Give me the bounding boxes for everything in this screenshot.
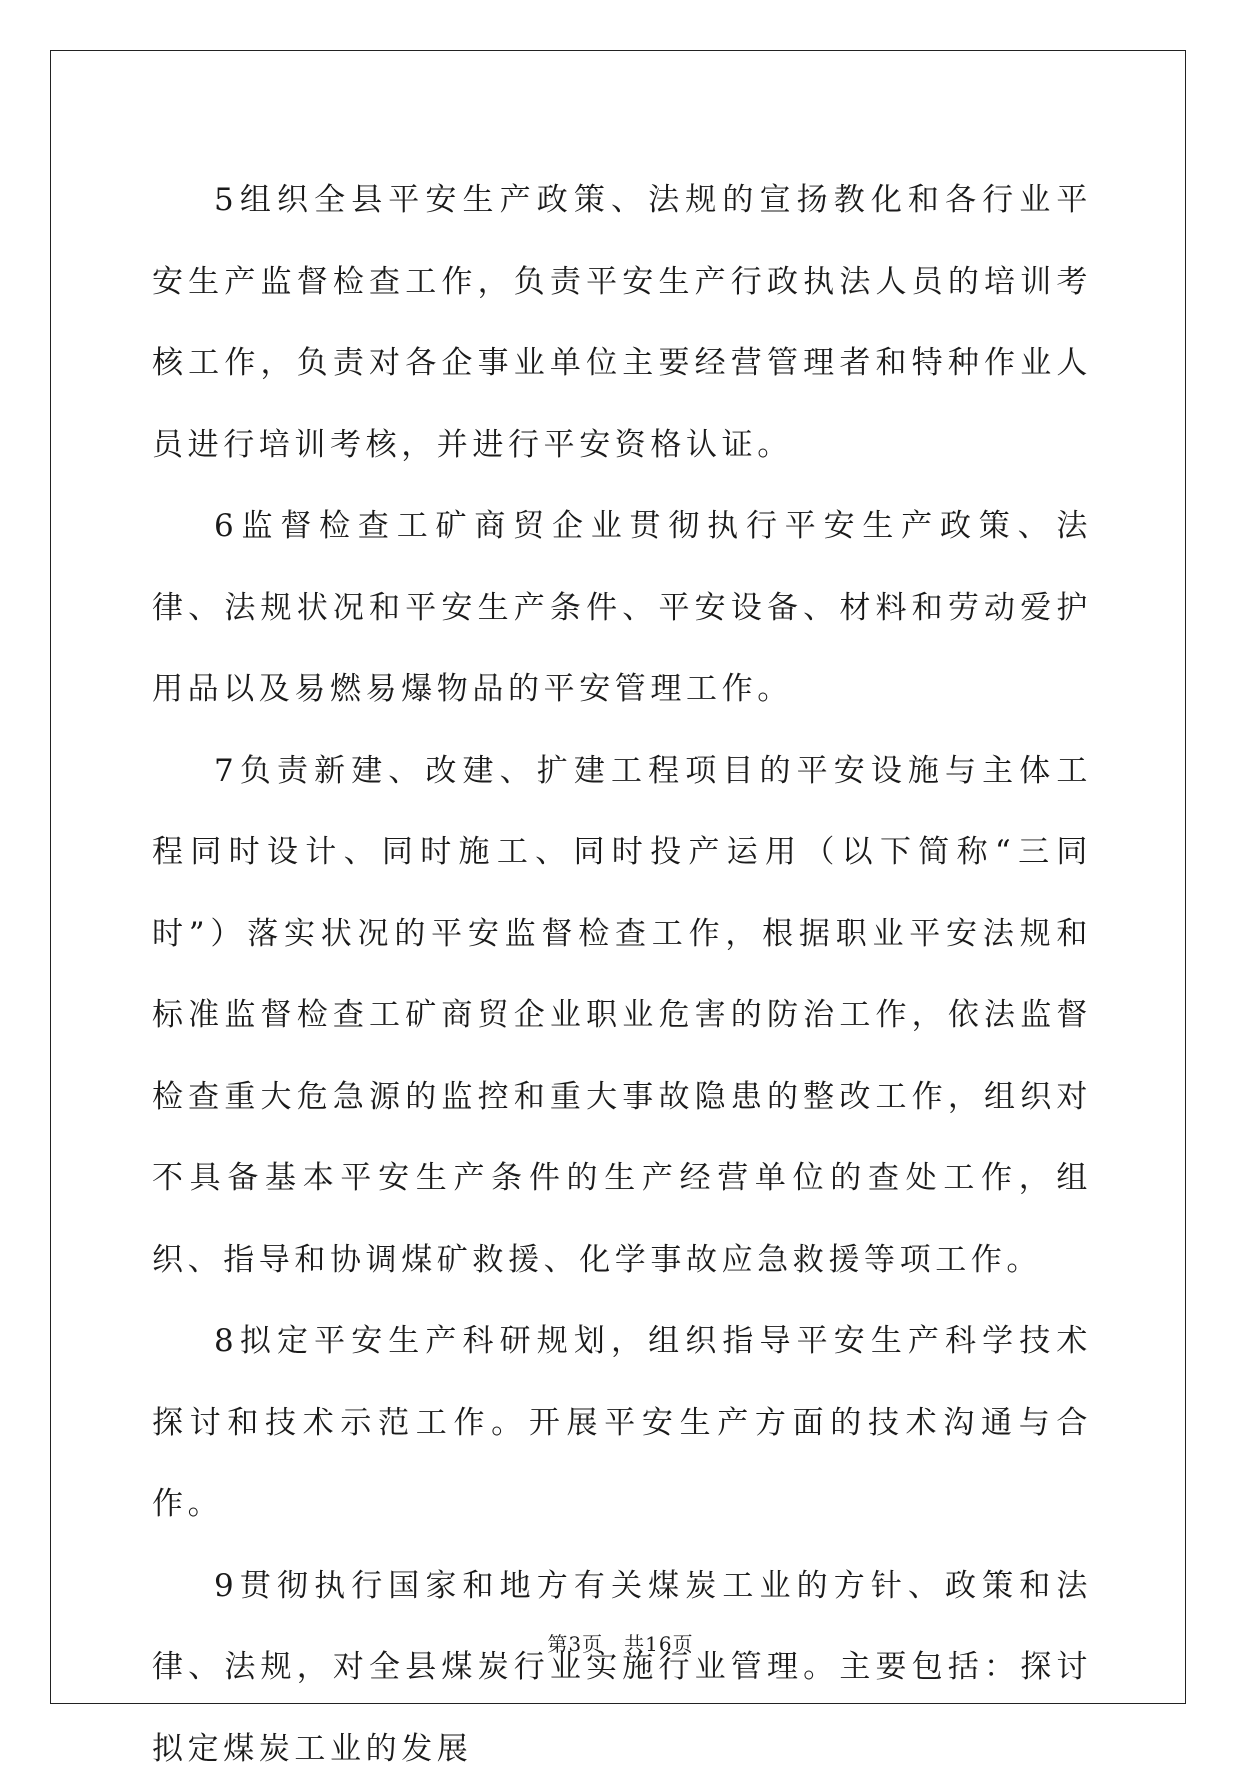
paragraph-9: 9贯彻执行国家和地方有关煤炭工业的方针、政策和法律、法规，对全县煤炭行业实施行业管理。主要包括：探讨拟定煤炭工业的发展 xyxy=(152,1546,1092,1790)
document-body xyxy=(152,160,1092,1790)
paragraph-7: 7负责新建、改建、扩建工程项目的平安设施与主体工程同时设计、同时施工、同时投产运用（以下简称“三同时”）落实状况的平安监督检查工作，根据职业平安法规和标准监督检查工矿商贸企业职业危害的防治工作，依法监督检查重大危急源的监控和重大事故隐患的整改工作，组织对不具备基本平安生产条件的生产经营单位的查处工作，组织、指导和协调煤矿救援、化学事故应急救援等项工作。 xyxy=(152,731,1092,1302)
paragraph-6: 6监督检查工矿商贸企业贯彻执行平安生产政策、法律、法规状况和平安生产条件、平安设备、材料和劳动爱护用品以及易燃易爆物品的平安管理工作。 xyxy=(152,486,1092,731)
paragraph-5: 5组织全县平安生产政策、法规的宣扬教化和各行业平安生产监督检查工作，负责平安生产行政执法人员的培训考核工作，负责对各企事业单位主要经营管理者和特种作业人员进行培训考核，并进行平安资格认证。 xyxy=(152,160,1092,486)
paragraph-8: 8拟定平安生产科研规划，组织指导平安生产科学技术探讨和技术示范工作。开展平安生产方面的技术沟通与合作。 xyxy=(152,1301,1092,1546)
page-number-footer: 第3页 共16页 xyxy=(0,1628,1241,1657)
